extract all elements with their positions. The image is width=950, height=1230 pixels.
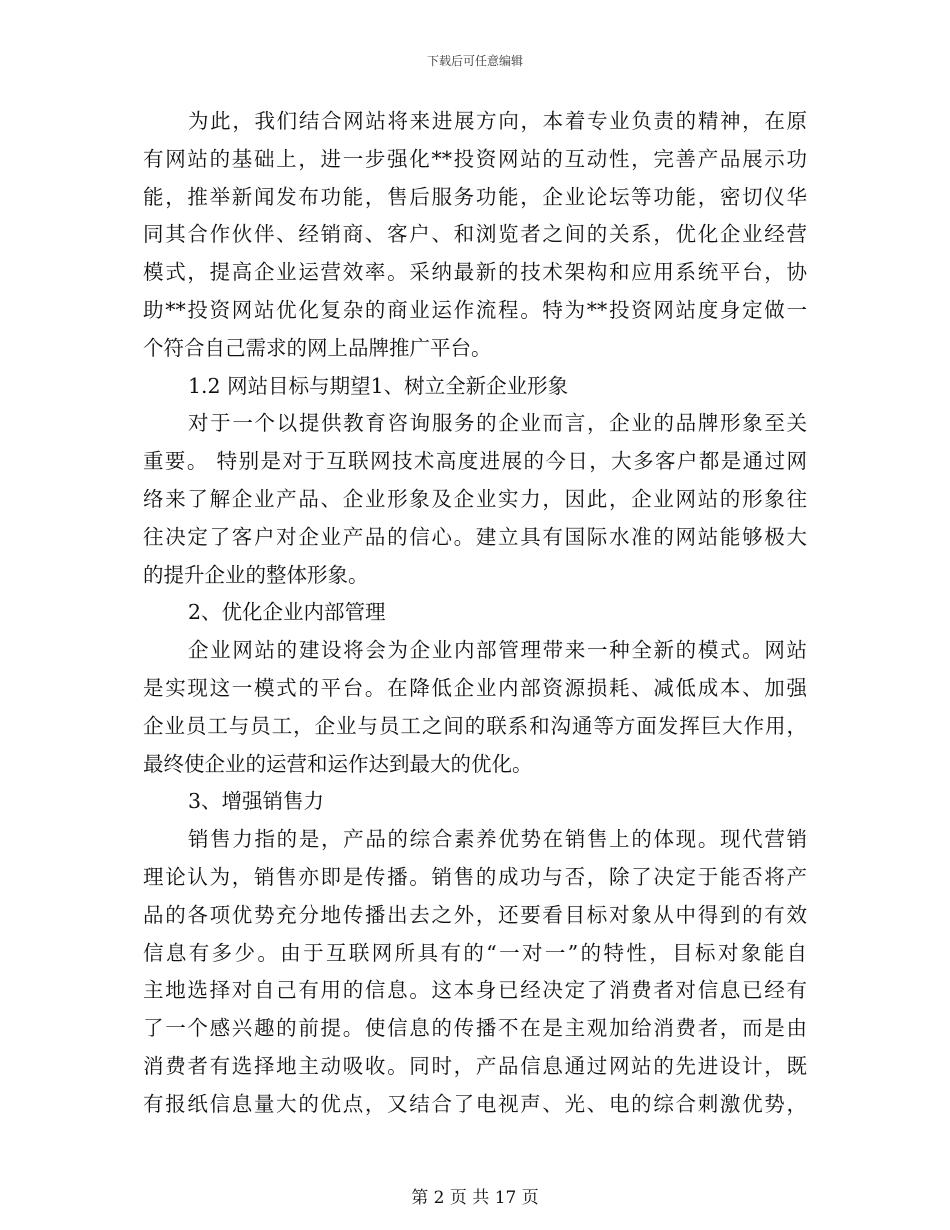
text-line: 能，推举新闻发布功能，售后服务功能，企业论坛等功能，密切仪华 — [143, 184, 807, 209]
text-line: 1.2 网站目标与期望1、树立全新企业形象 — [188, 373, 569, 398]
text-line: 往决定了客户对企业产品的信心。建立具有国际水准的网站能够极大 — [143, 524, 807, 549]
text-line: 了一个感兴趣的前提。使信息的传播不在是主观加给消费者，而是由 — [143, 1016, 807, 1041]
text-line: 信息有多少。由于互联网所具有的“一对一”的特性，目标对象能自 — [143, 940, 807, 965]
text-line: 的提升企业的整体形象。 — [143, 562, 369, 587]
text-line: 对于一个以提供教育咨询服务的企业而言，企业的品牌形象至关 — [188, 411, 807, 436]
text-line: 消费者有选择地主动吸收。同时，产品信息通过网站的先进设计，既 — [143, 1053, 807, 1078]
page-footer: 第 2 页 共 17 页 — [411, 1188, 539, 1208]
text-line: 重要。 特别是对于互联网技术高度进展的今日，大多客户都是通过网 — [143, 449, 807, 474]
text-line: 主地选择对自己有用的信息。这本身已经决定了消费者对信息已经有 — [143, 978, 807, 1003]
text-line: 模式，提高企业运营效率。采纳最新的技术架构和应用系统平台，协 — [143, 260, 807, 285]
text-line: 3、增强销售力 — [188, 789, 325, 814]
text-line: 为此，我们结合网站将来进展方向，本着专业负责的精神，在原 — [188, 109, 807, 133]
body-text — [143, 103, 807, 1124]
text-line: 个符合自己需求的网上品牌推广平台。 — [143, 335, 492, 360]
text-line: 销售力指的是，产品的综合素养优势在销售上的体现。现代营销 — [188, 827, 807, 852]
text-line: 2、优化企业内部管理 — [188, 600, 386, 625]
text-line: 企业员工与员工，企业与员工之间的联系和沟通等方面发挥巨大作用， — [143, 713, 807, 738]
text-line: 是实现这一模式的平台。在降低企业内部资源损耗、减低成本、加强 — [143, 675, 807, 700]
text-line: 助**投资网站优化复杂的商业运作流程。特为**投资网站度身定做一 — [143, 297, 807, 322]
page-header: 下载后可任意编辑 — [426, 54, 523, 68]
text-line: 络来了解企业产品、企业形象及企业实力，因此，企业网站的形象往 — [143, 486, 807, 511]
text-line: 同其合作伙伴、经销商、客户、和浏览者之间的关系，优化企业经营 — [143, 222, 807, 247]
text-line: 有网站的基础上，进一步强化**投资网站的互动性，完善产品展示功 — [143, 146, 807, 171]
text-line: 品的各项优势充分地传播出去之外，还要看目标对象从中得到的有效 — [143, 902, 807, 927]
text-line: 企业网站的建设将会为企业内部管理带来一种全新的模式。网站 — [188, 638, 807, 663]
text-line: 理论认为，销售亦即是传播。销售的成功与否，除了决定于能否将产 — [143, 864, 807, 889]
text-line: 最终使企业的运营和运作达到最大的优化。 — [143, 751, 533, 776]
text-line: 有报纸信息量大的优点，又结合了电视声、光、电的综合刺激优势， — [143, 1091, 807, 1116]
